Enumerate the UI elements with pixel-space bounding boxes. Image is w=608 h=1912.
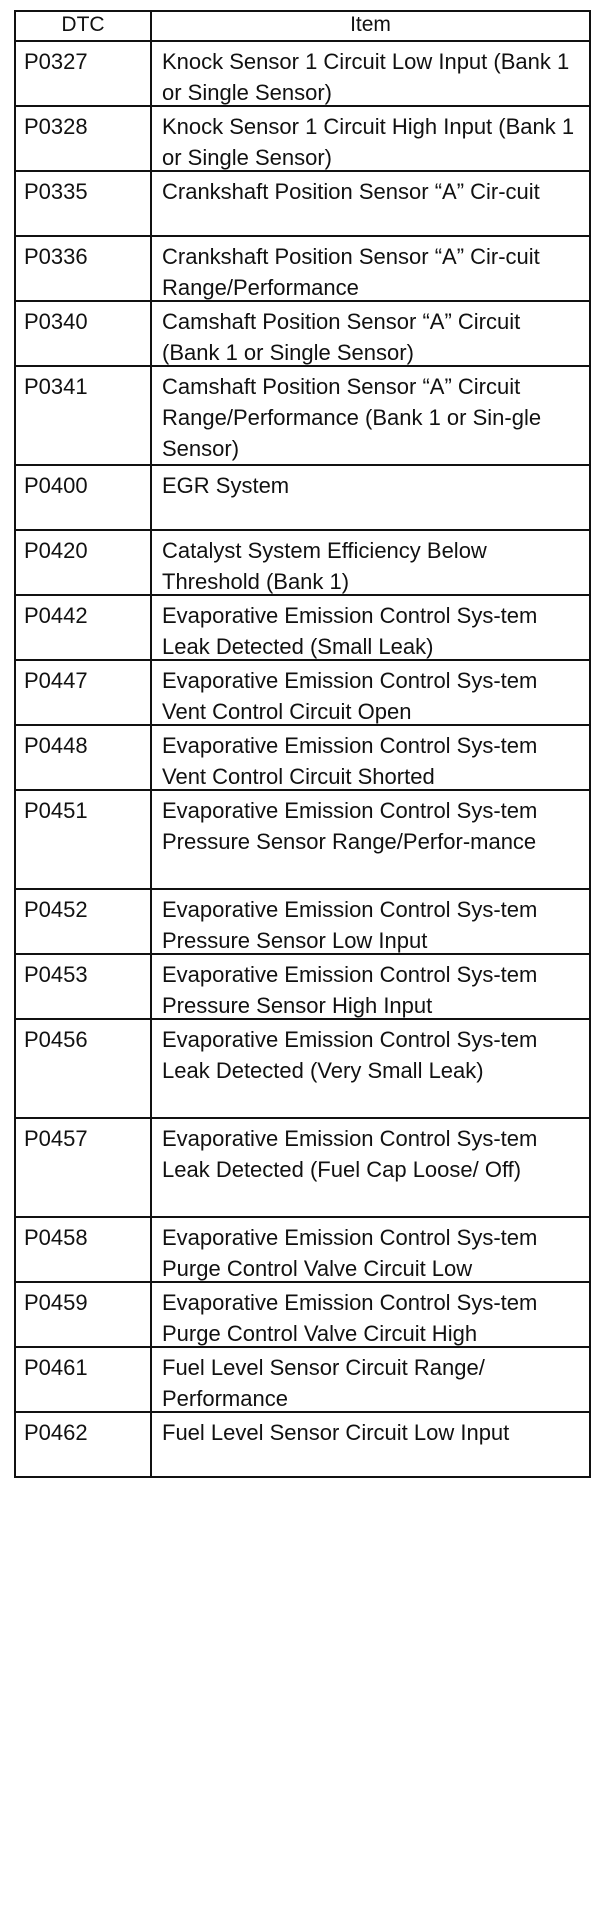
dtc-item: Evaporative Emission Control Sys-tem Pressure Sensor Low Input [162,897,538,953]
table-row [15,41,590,106]
dtc-item-cell [151,41,590,106]
dtc-code-cell [15,1282,151,1347]
dtc-code-cell [15,301,151,366]
table-row [15,236,590,301]
dtc-code: P0453 [24,962,88,987]
dtc-item: Evaporative Emission Control Sys-tem Leak Detected (Very Small Leak) [162,1027,538,1083]
dtc-item: Evaporative Emission Control Sys-tem Purge Control Valve Circuit Low [162,1225,538,1281]
dtc-item-cell [151,1118,590,1217]
dtc-code: P0456 [24,1027,88,1052]
table-row [15,889,590,954]
dtc-code-cell [15,1118,151,1217]
dtc-item-cell [151,301,590,366]
dtc-code-cell [15,1347,151,1412]
dtc-code: P0448 [24,733,88,758]
dtc-code: P0335 [24,179,88,204]
dtc-item-cell [151,1412,590,1477]
dtc-code: P0442 [24,603,88,628]
dtc-item-cell [151,530,590,595]
dtc-code-cell [15,954,151,1019]
table-row [15,954,590,1019]
dtc-code: P0459 [24,1290,88,1315]
table-row [15,725,590,790]
dtc-item: Camshaft Position Sensor “A” Circuit Range/Performance (Bank 1 or Sin-gle Sensor) [162,374,542,461]
dtc-item-cell [151,1347,590,1412]
table-row [15,595,590,660]
dtc-item-cell [151,790,590,889]
dtc-code: P0420 [24,538,88,563]
dtc-code: P0400 [24,473,88,498]
dtc-code: P0327 [24,49,88,74]
table-row [15,106,590,171]
dtc-code: P0451 [24,798,88,823]
dtc-item-cell [151,465,590,530]
dtc-code-cell [15,595,151,660]
dtc-code-cell [15,465,151,530]
dtc-item-cell [151,1019,590,1118]
dtc-code: P0457 [24,1126,88,1151]
dtc-item: Catalyst System Efficiency Below Threshold (Bank 1) [162,538,487,594]
table-row [15,660,590,725]
dtc-item-cell [151,1282,590,1347]
dtc-code-cell [15,106,151,171]
dtc-code-cell [15,889,151,954]
dtc-code: P0447 [24,668,88,693]
dtc-item: Knock Sensor 1 Circuit Low Input (Bank 1 or Single Sensor) [162,49,570,105]
dtc-code-cell [15,660,151,725]
dtc-item-cell [151,366,590,465]
dtc-item-cell [151,171,590,236]
table-row [15,1217,590,1282]
dtc-code: P0458 [24,1225,88,1250]
dtc-item: Evaporative Emission Control Sys-tem Pressure Sensor High Input [162,962,538,1018]
dtc-item: Evaporative Emission Control Sys-tem Leak Detected (Fuel Cap Loose/ Off) [162,1126,538,1182]
dtc-code: P0336 [24,244,88,269]
table-header-row [15,11,590,41]
dtc-item: Evaporative Emission Control Sys-tem Purge Control Valve Circuit High [162,1290,538,1346]
dtc-code-cell [15,41,151,106]
dtc-code: P0462 [24,1420,88,1445]
dtc-item: Evaporative Emission Control Sys-tem Vent Control Circuit Shorted [162,733,538,789]
header-item: Item [151,11,590,41]
table-row [15,790,590,889]
dtc-item-cell [151,954,590,1019]
dtc-item: Crankshaft Position Sensor “A” Cir-cuit [162,179,540,204]
dtc-item: Evaporative Emission Control Sys-tem Vent Control Circuit Open [162,668,538,724]
dtc-item-cell [151,595,590,660]
dtc-item-cell [151,725,590,790]
dtc-code-cell [15,1217,151,1282]
dtc-item: EGR System [162,473,290,498]
dtc-code: P0461 [24,1355,88,1380]
dtc-code-cell [15,530,151,595]
dtc-code-cell [15,171,151,236]
dtc-item-cell [151,236,590,301]
dtc-item-cell [151,106,590,171]
dtc-code-cell [15,366,151,465]
dtc-code-cell [15,1412,151,1477]
table-row [15,1282,590,1347]
dtc-code-cell [15,236,151,301]
dtc-code: P0341 [24,374,88,399]
dtc-code: P0340 [24,309,88,334]
table-row [15,1412,590,1477]
table-row [15,1118,590,1217]
header-dtc: DTC [15,11,151,41]
dtc-item-cell [151,660,590,725]
dtc-code-cell [15,790,151,889]
table-row [15,171,590,236]
table-row [15,1019,590,1118]
dtc-code-cell [15,725,151,790]
table-row [15,465,590,530]
dtc-code: P0328 [24,114,88,139]
dtc-item: Camshaft Position Sensor “A” Circuit (Bank 1 or Single Sensor) [162,309,521,365]
dtc-item-cell [151,1217,590,1282]
dtc-item: Fuel Level Sensor Circuit Range/ Performance [162,1355,485,1411]
table-row [15,530,590,595]
dtc-item: Knock Sensor 1 Circuit High Input (Bank 1 or Single Sensor) [162,114,575,170]
dtc-item-cell [151,889,590,954]
table-row [15,366,590,465]
dtc-code-cell [15,1019,151,1118]
table-row [15,1347,590,1412]
table-row [15,301,590,366]
dtc-item: Evaporative Emission Control Sys-tem Pressure Sensor Range/Perfor-mance [162,798,538,854]
dtc-item: Evaporative Emission Control Sys-tem Leak Detected (Small Leak) [162,603,538,659]
dtc-item: Fuel Level Sensor Circuit Low Input [162,1420,510,1445]
dtc-code: P0452 [24,897,88,922]
dtc-item: Crankshaft Position Sensor “A” Cir-cuit Range/Performance [162,244,540,300]
dtc-table [14,10,591,1478]
